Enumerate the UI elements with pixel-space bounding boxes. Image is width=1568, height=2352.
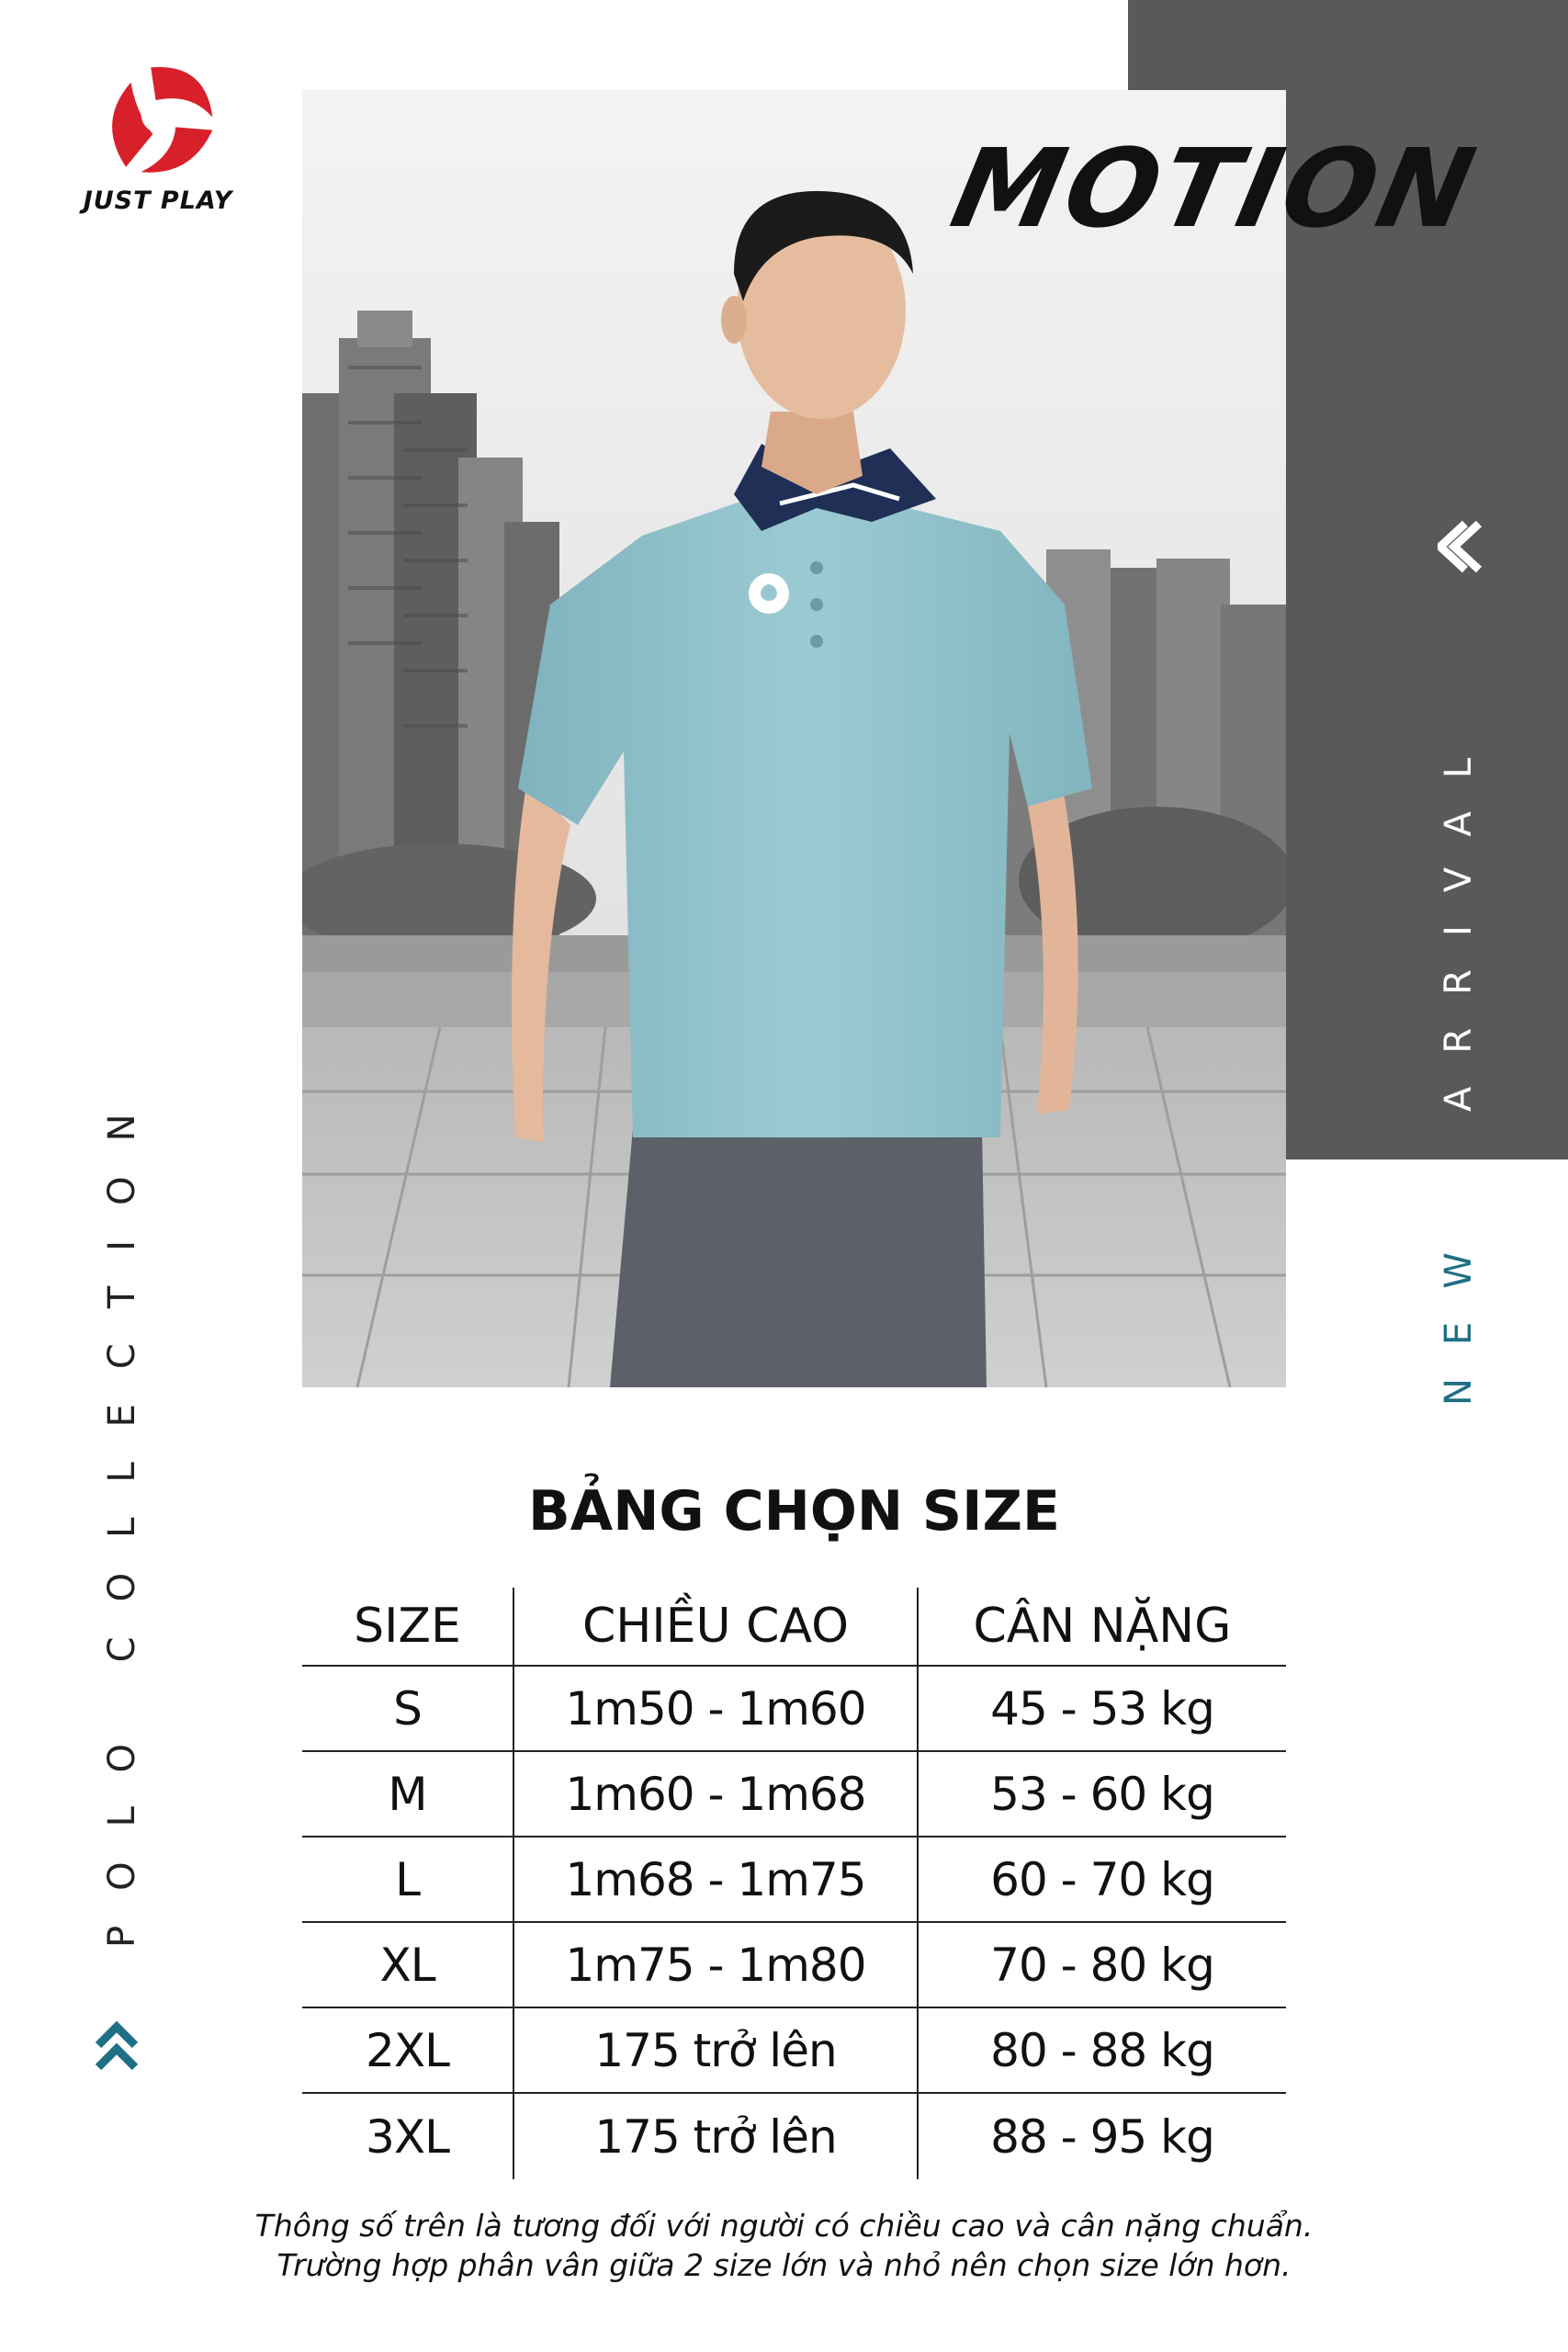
size-chart-title: BẢNG CHỌN SIZE <box>528 1479 1060 1544</box>
triskelion-logo-icon <box>101 62 220 182</box>
model-in-polo-illustration <box>302 90 1286 1387</box>
table-row <box>302 1922 1286 2007</box>
size-cell: 3XL <box>302 2093 513 2179</box>
weight-cell: 88 - 95 kg <box>990 2109 1214 2164</box>
new-label: NEW <box>1438 1219 1480 1406</box>
height-cell: 175 trở lên <box>513 2093 918 2179</box>
weight-cell: 53 - 60 kg <box>918 1751 1286 1837</box>
size-cell: L <box>302 1837 513 1922</box>
weight-cell: 60 - 70 kg <box>918 1837 1286 1922</box>
weight-cell: 70 - 80 kg <box>918 1922 1286 2007</box>
table-row <box>302 1666 1286 1751</box>
weight-cell: 80 - 88 kg <box>918 2007 1286 2093</box>
brand-name: JUST PLAY <box>83 187 233 215</box>
product-line-title: MOTION <box>942 125 1488 252</box>
column-header-weight: CÂN NẶNG <box>918 1588 1286 1666</box>
size-cell: 2XL <box>302 2007 513 2093</box>
size-cell: M <box>302 1751 513 1837</box>
arrival-label: ARRIVAL <box>1438 724 1480 1112</box>
size-chart-table <box>302 1588 1286 2179</box>
table-row <box>302 2007 1286 2093</box>
height-cell: 1m75 - 1m80 <box>513 1922 918 2007</box>
size-note-line-1: Thông số trên là tương đối với người có chiều cao và cân nặng chuẩn. <box>254 2208 1314 2244</box>
table-header-row <box>302 1588 1286 1666</box>
product-photo <box>302 90 1286 1387</box>
size-note-line-2: Trường hợp phân vân giữa 2 size lớn và nhỏ nên chọn size lớn hơn. <box>276 2247 1292 2283</box>
height-cell: 1m50 - 1m60 <box>513 1666 918 1751</box>
collection-label: POLO COLLECTION <box>101 1079 143 1948</box>
double-chevron-up-icon <box>95 2021 139 2075</box>
column-header-size: SIZE <box>302 1588 513 1666</box>
height-cell: 1m68 - 1m75 <box>513 1837 918 1922</box>
height-cell: 175 trở lên <box>513 2007 918 2093</box>
column-header-height: CHIỀU CAO <box>513 1588 918 1666</box>
double-chevron-left-icon <box>1438 519 1483 574</box>
weight-cell: 45 - 53 kg <box>918 1666 1286 1751</box>
height-cell: 1m60 - 1m68 <box>513 1751 918 1837</box>
table-row <box>302 1751 1286 1837</box>
size-cell: S <box>302 1666 513 1751</box>
brand-logo <box>57 62 259 219</box>
size-cell: XL <box>302 1922 513 2007</box>
table-row <box>302 1837 1286 1922</box>
table-row <box>302 2093 1286 2179</box>
